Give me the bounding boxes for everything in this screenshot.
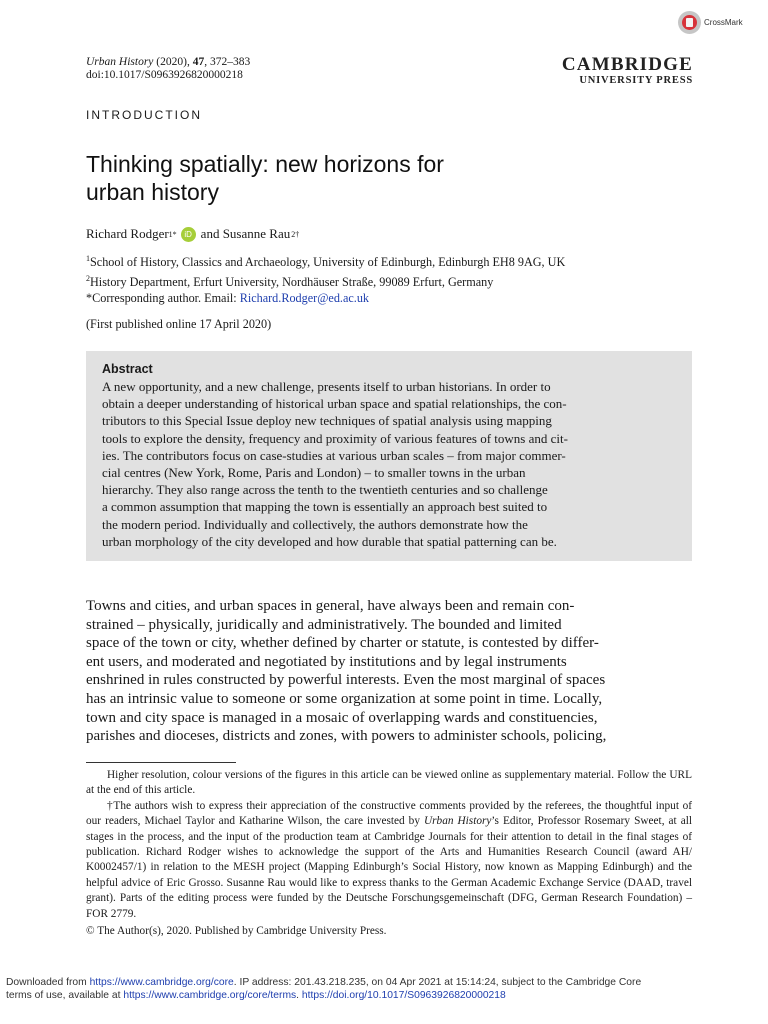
abstract-line: a common assumption that mapping the town is essentially an approach best suited to: [102, 499, 548, 515]
affiliation-1: [86, 251, 565, 271]
download-line-1: [6, 976, 762, 989]
citation-year: (2020),: [153, 56, 193, 68]
body-line: enshrined in rules constructed by powerful interests. Even the most marginal of spaces: [86, 672, 606, 689]
author-1-marks: 1*: [168, 229, 177, 239]
abstract-line: tributors to this Special Issue deploy new techniques of spatial analysis using mapping: [102, 413, 552, 429]
footnote-divider: [86, 762, 236, 763]
body-line: Towns and cities, and urban spaces in general, have always been and remain con-: [86, 598, 575, 614]
crossmark-label: CrossMark: [704, 18, 743, 27]
abstract-line: cial centres (New York, Rome, Paris and London) – to smaller towns in the urban: [102, 465, 526, 481]
separator-text: .: [296, 990, 302, 1001]
abstract-line: obtain a deeper understanding of historical urban space and spatial relationships, the con-: [102, 396, 567, 412]
publisher-logo: [558, 55, 693, 87]
abstract-line: the modern period. Individually and collectively, the authors demonstrate how the: [102, 516, 528, 532]
author-2: and Susanne Rau: [200, 226, 291, 241]
body-line: strained – physically, juridically and administratively. The bounded and limited: [86, 616, 562, 633]
affiliation-2-text: History Department, Erfurt University, Nordhäuser Straße, 99089 Erfurt, Germany: [90, 274, 494, 289]
abstract-heading: Abstract: [102, 362, 153, 376]
footnote-acknowledgements: [86, 799, 692, 922]
footnote-ack-journal: Urban History: [424, 815, 492, 828]
core-link[interactable]: https://www.cambridge.org/core: [89, 977, 234, 988]
affiliations: [86, 251, 565, 307]
publisher-line1: CAMBRIDGE: [561, 54, 693, 75]
crossmark-badge[interactable]: [678, 11, 743, 34]
abstract-line: urban morphology of the city developed and how durable that spatial patterning can be.: [102, 533, 557, 549]
corresponding-label: *Corresponding author. Email:: [86, 291, 240, 306]
affiliation-1-text: School of History, Classics and Archaeology, University of Edinburgh, Edinburgh EH8 9AG, UK: [90, 255, 566, 270]
crossmark-icon: [678, 11, 701, 34]
download-line-2: [6, 989, 762, 1002]
abstract-body: [102, 378, 677, 550]
corresponding-author: [86, 290, 565, 307]
body-line: ent users, and moderated and negotiated by institutions and by legal instruments: [86, 653, 567, 670]
doi: doi:10.1017/S0963926820000218: [86, 69, 243, 81]
section-label: INTRODUCTION: [86, 108, 202, 122]
download-prefix: Downloaded from: [6, 977, 90, 988]
footnote-ack-part-1: †The authors wish to express their appreciation of the constructive comments provided by the referees, the thoughtful input of our readers, Michael Taylor and Katharine Wilson, the care invested by: [86, 799, 692, 828]
footnotes: [86, 768, 692, 939]
title-line-1: Thinking spatially: new horizons for: [86, 151, 444, 177]
body-line: parishes and dioceses, districts and zones, with powers to administer schools, policing,: [86, 728, 607, 745]
orcid-icon[interactable]: iD: [181, 227, 196, 242]
affiliation-2: [86, 271, 565, 291]
copyright-line: © The Author(s), 2020. Published by Cambridge University Press.: [86, 925, 387, 938]
title-line-2: urban history: [86, 179, 219, 205]
doi-link[interactable]: https://doi.org/10.1017/S0963926820000218: [301, 990, 506, 1001]
download-ip-text: . IP address: 201.43.218.235, on 04 Apr 2021 at 15:14:24, subject to the Cambridge Core: [233, 977, 642, 988]
body-line: has an intrinsic value to someone or some organization at some point in time. Locally,: [86, 690, 603, 707]
affiliation-1-number: 1: [86, 254, 90, 263]
volume-number: 47: [192, 56, 205, 68]
footnote-figures: Higher resolution, colour versions of the figures in this article can be viewed online as supplementary material. Follow the URL at the end of this article.: [86, 769, 692, 797]
publication-date: (First published online 17 April 2020): [86, 317, 272, 331]
journal-citation: [86, 55, 250, 69]
abstract-line: A new opportunity, and a new challenge, presents itself to urban historians. In order to: [102, 379, 551, 394]
journal-name: Urban History: [86, 56, 154, 68]
page-range: , 372–383: [204, 56, 251, 68]
body-line: space of the town or city, whether defined by charter or statute, is contested by differ-: [86, 635, 599, 652]
abstract-line: ies. The contributors focus on case-studies at various urban scales – from major commer-: [102, 447, 566, 463]
email-link[interactable]: Richard.Rodger@ed.ac.uk: [239, 291, 370, 306]
terms-prefix: terms of use, available at: [6, 990, 124, 1001]
affiliation-2-number: 2: [86, 273, 90, 283]
footnote-ack-part-2: ’s Editor, Professor Rosemary Sweet, at all stages in the process, and the input of the production team at Cambridge Journals for their attention to detail in the final stages of publication. Richard Rodger wishes to acknowledge the support of the Arts and Humanities Research Council (award AH/ K0002457/1) in relation to the MESH project (Mapping Edinburgh’s Social History, now known as Mapping Edinburgh) and the helpful advice of Eric Grosso. Susanne Rau would like to express thanks to the German Academic Exchange Service (DAAD, travel grant). Parts of the editing process were funded by the Deutsche Forschungsgemeinschaft (DFG, German Research Foundation) – FOR 2779.: [86, 815, 692, 920]
body-line: town and city space is managed in a mosaic of overlapping wards and constituencies,: [86, 709, 598, 726]
author-2-marks: 2†: [291, 229, 300, 239]
article-title: [86, 150, 606, 206]
publisher-line2: UNIVERSITY PRESS: [579, 75, 693, 86]
abstract-line: hierarchy. They also range across the tenth to the twentieth centuries and so challenge: [102, 482, 548, 498]
terms-link[interactable]: https://www.cambridge.org/core/terms: [123, 990, 297, 1001]
download-notice: [6, 976, 762, 1002]
author-1[interactable]: Richard Rodger: [86, 226, 169, 241]
abstract-box: [86, 351, 692, 561]
body-paragraph: [86, 597, 692, 746]
author-line: [86, 226, 303, 242]
abstract-line: tools to explore the density, frequency and proximity of various features of towns and cit-: [102, 430, 568, 446]
